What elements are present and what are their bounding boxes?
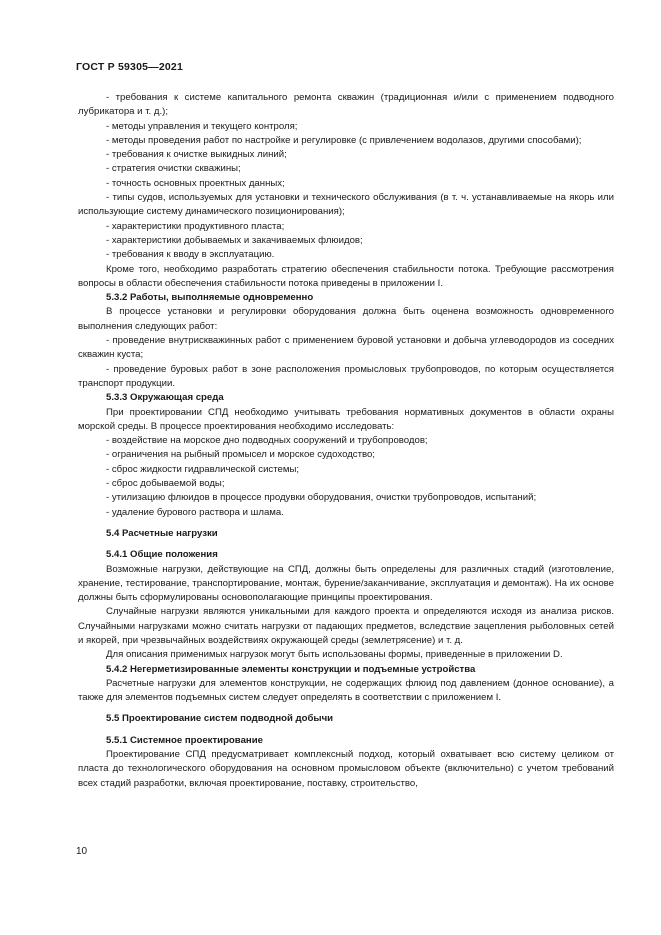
paragraph: - требования к вводу в эксплуатацию.	[106, 249, 275, 261]
section-heading: 5.4 Расчетные нагрузки	[106, 527, 218, 539]
paragraph: - сброс добываемой воды;	[106, 478, 225, 490]
paragraph: - характеристики добываемых и закачиваемых флюидов;	[106, 234, 363, 246]
paragraph: Возможные нагрузки, действующие на СПД, должны быть определены для различных стадий (изготовление, хранение, тестирование, транспортирование, монтаж, бурение/заканчивание, эксплуатация и демонтаж). На их основе должны быть сформулированы основополагающие принципы проектирования.	[78, 563, 614, 604]
paragraph: Для описания применимых нагрузок могут быть использованы формы, приведенные в приложении D.	[106, 649, 563, 661]
paragraph: - методы управления и текущего контроля;	[106, 120, 298, 132]
paragraph: - ограничения на рыбный промысел и морское судоходство;	[106, 449, 375, 461]
paragraph: - типы судов, используемых для установки и технического обслуживания (в т. ч. устанавливаемые на якорь или использующие систему динамического позиционирования);	[78, 192, 614, 218]
paragraph: - воздействие на морское дно подводных сооружений и трубопроводов;	[106, 435, 428, 447]
section-heading: 5.5.1 Системное проектирование	[106, 734, 263, 746]
section-heading: 5.3.3 Окружающая среда	[106, 392, 224, 404]
document-body	[78, 91, 614, 791]
paragraph: - проведение буровых работ в зоне расположения промысловых трубопроводов, по которым осуществляется транспорт продукции.	[78, 363, 614, 389]
document-code: ГОСТ Р 59305—2021	[76, 61, 184, 73]
paragraph: - сброс жидкости гидравлической системы;	[106, 463, 300, 475]
section-heading: 5.5 Проектирование систем подводной добычи	[106, 713, 334, 725]
page-number: 10	[76, 846, 88, 857]
paragraph: При проектировании СПД необходимо учитывать требования нормативных документов в области охраны морской среды. В процессе проектирования необходимо исследовать:	[78, 406, 614, 432]
paragraph: Проектирование СПД предусматривает комплексный подход, который охватывает всю систему целиком от пласта до технологического оборудования на основном промысловом объекте (включительно) с учетом требований всех стадий разработки, включая проектирование, поставку, строительство,	[78, 749, 614, 789]
paragraph: - методы проведения работ по настройке и регулировке (с привлечением водолазов, другими способами);	[106, 134, 582, 146]
paragraph: Расчетные нагрузки для элементов конструкции, не содержащих флюид под давлением (донное основание), а также для элементов подъемных систем следует определять в соответствии с приложением I.	[78, 677, 614, 704]
section-heading: 5.3.2 Работы, выполняемые одновременно	[106, 292, 314, 304]
paragraph: - проведение внутрискважинных работ с применением буровой установки и добыча углеводородов из соседних скважин куста;	[78, 335, 614, 361]
paragraph: Случайные нагрузки являются уникальными для каждого проекта и определяются исходя из анализа рисков. Случайными нагрузками можно считать нагрузки от падающих предметов, вследствие зацепления рыболовных сетей и якорей, при чрезвычайных воздействиях окружающей среды (землетрясение) и т. д.	[78, 606, 614, 646]
paragraph: - удаление бурового раствора и шлама.	[106, 506, 284, 518]
paragraph: Кроме того, необходимо разработать стратегию обеспечения стабильности потока. Требующие рассмотрения вопросы в области обеспечения стабильности потока приведены в приложении I.	[78, 263, 614, 289]
section-heading: 5.4.1 Общие положения	[106, 549, 218, 561]
paragraph: В процессе установки и регулировки оборудования должна быть оценена возможность одновременного выполнения следующих работ:	[78, 306, 614, 332]
paragraph: - утилизацию флюидов в процессе продувки оборудования, очистки трубопроводов, испытаний;	[106, 492, 537, 504]
paragraph: - требования к очистке выкидных линий;	[106, 149, 287, 161]
paragraph: - стратегия очистки скважины;	[106, 163, 241, 175]
paragraph: - точность основных проектных данных;	[106, 177, 285, 189]
section-heading: 5.4.2 Негерметизированные элементы конструкции и подъемные устройства	[106, 663, 476, 675]
paragraph: - характеристики продуктивного пласта;	[106, 220, 285, 232]
paragraph: - требования к системе капитального ремонта скважин (традиционная и/или с применением подводного лубрикатора и т. д.);	[78, 92, 614, 118]
